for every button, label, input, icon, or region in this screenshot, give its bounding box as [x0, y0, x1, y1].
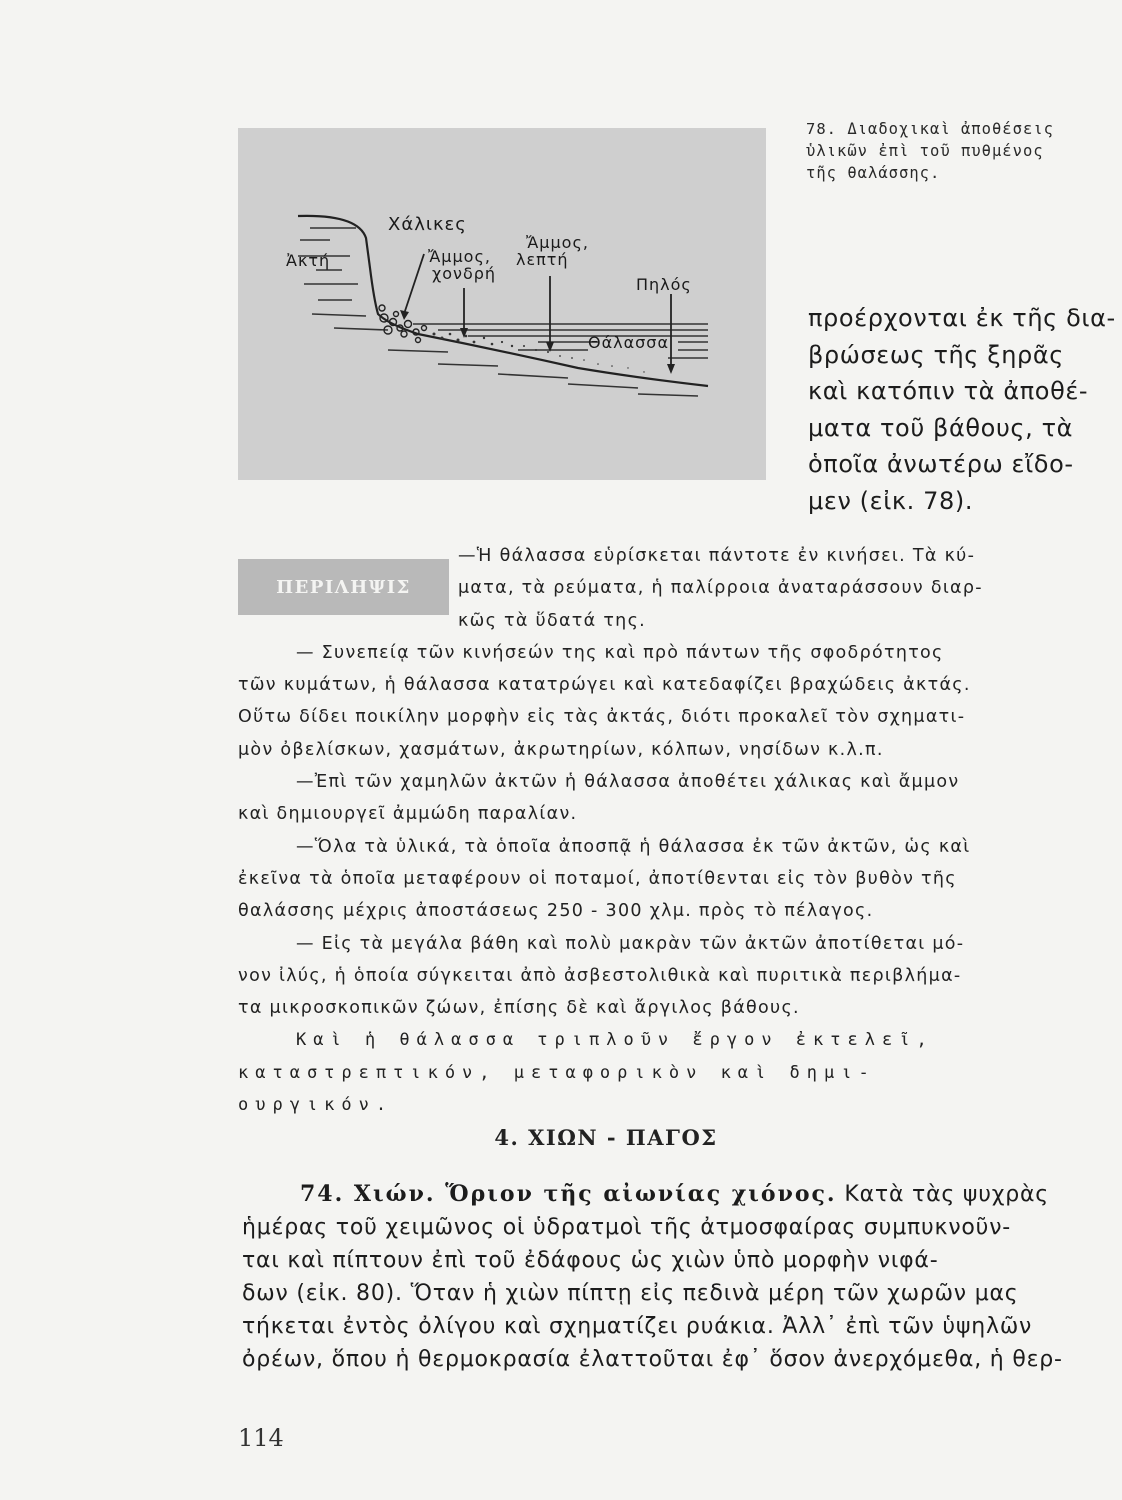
summary-line: —Ὅλα τὰ ὑλικά, τὰ ὁποῖα ἀποσπᾷ ἡ θάλασσα ἐκ τῶν ἀκτῶν, ὡς καὶ [296, 836, 971, 857]
summary-line: καὶ δημιουργεῖ ἀμμώδη παραλίαν. [238, 804, 578, 825]
summary-line: ἐκεῖνα τὰ ὁποῖα μεταφέρουν οἱ ποταμοί, ἀποτίθενται εἰς τὸν βυθὸν τῆς [238, 868, 957, 889]
sea-deposits-figure [238, 128, 766, 480]
text-line: μεν (εἰκ. 78). [808, 486, 974, 515]
text-line: καὶ κατόπιν τὰ ἀποθέ- [808, 377, 1089, 405]
land-hatching [298, 228, 698, 396]
summary-badge-label: ΠΕΡΙΛΗΨΙΣ [276, 576, 411, 598]
body-line: ὀρέων, ὅπου ἡ θερμοκρασία ἐλαττοῦται ἐφ᾿ ὅσον ἀνερχόμεθα, ἡ θερ- [242, 1347, 1063, 1372]
summary-line: —Ἡ θάλασσα εὑρίσκεται πάντοτε ἐν κινήσει. Τὰ κύ- [458, 546, 976, 566]
summary-line: —Ἐπὶ τῶν χαμηλῶν ἀκτῶν ἡ θάλασσα ἀποθέτει χάλικας καὶ ἄμμον [296, 772, 960, 793]
text-line: βρώσεως τῆς ξηρᾶς [808, 340, 1064, 369]
body-first-line [242, 1178, 1122, 1211]
label-coast: Ἀκτή [286, 251, 331, 270]
summary-line: μὸν ὀβελίσκων, χασμάτων, ἀκρωτηρίων, κόλπων, νησίδων κ.λ.π. [238, 739, 884, 760]
body-line: ἡμέρας τοῦ χειμῶνος οἱ ὑδρατμοὶ τῆς ἀτμοσφαίρας συμπυκνοῦν- [242, 1215, 1012, 1240]
text-line: προέρχονται ἐκ τῆς δια- [808, 304, 1116, 332]
summary-line-spaced: ουργικόν. [238, 1095, 394, 1116]
body-paragraph [242, 1178, 1122, 1376]
body-line: ται καὶ πίπτουν ἐπὶ τοῦ ἐδάφους ὡς χιὼν ὑπὸ μορφὴν νιφά- [242, 1248, 939, 1273]
page-number: 114 [238, 1424, 284, 1452]
summary-line-spaced: Καὶ ἡ θάλασσα τριπλοῦν ἔργον ἐκτελεῖ, [296, 1030, 934, 1051]
text-line: ὁποῖα ἀνωτέρω εἴδο- [808, 450, 1074, 478]
caption-line: τῆς θαλάσσης. [806, 164, 941, 182]
label-gravel: Χάλικες [388, 214, 467, 235]
label-mud: Πηλός [636, 275, 692, 294]
summary-section [238, 540, 1122, 1121]
figure-caption [806, 118, 1122, 184]
label-sea: Θάλασσα [588, 333, 669, 352]
summary-line-spaced: καταστρεπτικόν, μεταφορικὸν καὶ δημι- [238, 1062, 876, 1083]
section-title: 4. ΧΙΩΝ - ΠΑΓΟΣ [494, 1125, 718, 1150]
label-coarse-sand-2: χονδρή [432, 264, 497, 283]
caption-line: ὑλικῶν ἐπὶ τοῦ πυθμένος [806, 142, 1044, 160]
label-fine-sand-1: Ἄμμος, [526, 233, 589, 252]
summary-line: Οὕτω δίδει ποικίλην μορφὴν εἰς τὰς ἀκτάς, διότι προκαλεῖ τὸν σχηματι- [238, 707, 966, 728]
body-line: δων (εἰκ. 80). Ὅταν ἡ χιὼν πίπτῃ εἰς πεδινὰ μέρη τῶν χωρῶν μας [242, 1281, 1019, 1306]
body-text-fragment: Κατὰ τὰς ψυχρὰς [836, 1182, 1050, 1207]
label-fine-sand-2: λεπτή [516, 250, 569, 269]
summary-line: τῶν κυμάτων, ἡ θάλασσα κατατρώγει καὶ κατεδαφίζει βραχώδεις ἀκτάς. [238, 675, 971, 696]
summary-line: νον ἰλύς, ἡ ὁποία σύγκειται ἀπὸ ἀσβεστολιθικὰ καὶ πυριτικὰ περιβλήμα- [238, 965, 962, 986]
summary-line: θαλάσσης μέχρις ἀποστάσεως 250 - 300 χλμ. πρὸς τὸ πέλαγος. [238, 901, 874, 922]
summary-line: τα μικροσκοπικῶν ζώων, ἐπίσης δὲ καὶ ἄργιλος βάθους. [238, 998, 800, 1019]
body-line: τήκεται ἐντὸς ὀλίγου καὶ σχηματίζει ρυάκια. Ἀλλ᾿ ἐπὶ τῶν ὑψηλῶν [242, 1314, 1033, 1339]
label-coarse-sand-1: Ἄμμος, [428, 247, 491, 266]
summary-line: κῶς τὰ ὕδατά της. [458, 610, 646, 631]
side-paragraph [808, 300, 1122, 519]
summary-line: — Συνεπείᾳ τῶν κινήσεών της καὶ πρὸ πάντων τῆς σφοδρότητος [296, 642, 944, 663]
paragraph-heading: 74. Χιών. Ὅριον τῆς αἰωνίας χιόνος. [300, 1181, 837, 1207]
text-line: ματα τοῦ βάθους, τὰ [808, 413, 1074, 442]
summary-line: ματα, τὰ ρεύματα, ἡ παλίρροια ἀναταράσσουν διαρ- [458, 578, 983, 599]
summary-line: — Εἰς τὰ μεγάλα βάθη καὶ πολὺ μακρὰν τῶν ἀκτῶν ἀποτίθεται μό- [296, 933, 965, 954]
coast-diagram-drawing [238, 128, 766, 480]
caption-line: 78. Διαδοχικαὶ ἀποθέσεις [806, 120, 1054, 138]
